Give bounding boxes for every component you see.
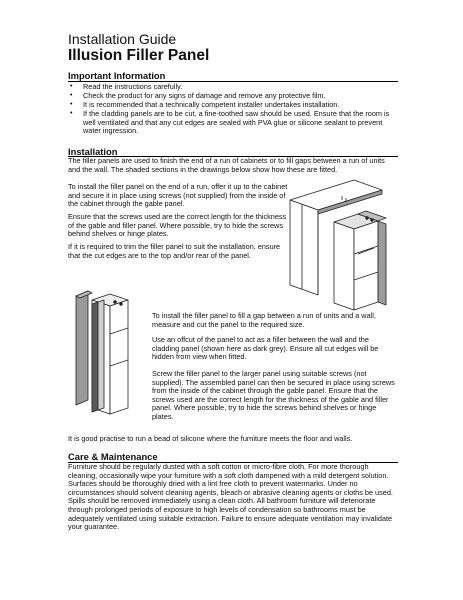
end-run-text-1: To install the filler panel on the end of a run, offer it up to the cabinet and secure it in place using screws (not supplied) from the inside of the cabinet through the gable panel.	[68, 182, 288, 209]
important-list	[68, 83, 398, 136]
care-text: Furniture should be regularly dusted with a soft cotton or micro-fibre cloth. For more thorough cleaning, occasionally wipe your furniture with a soft cloth dampened with a mild detergent solution. Surfaces should be thoroughly dried with a lint free cloth to prevent watermarks. Under no circumstances should solvent cleaning agents, bleach or abrasive cleaning agents or cloths be used. Spills should be removed immediately using a clean cloth. All bathroom furniture will deteriorate through prolonged periods of exposure to high levels of condensation so bathrooms must be adequately ventilated using suitable extraction. Failure to ensure adequate ventilation may invalidate your guarantee.	[68, 462, 393, 532]
document-subtitle: Installation Guide	[68, 31, 177, 47]
list-item: • If the cladding panels are to be cut, a fine-toothed saw should be used. Ensure that the room is well ventilated and that any cut edges are sealed with PVA glue or silicone sealant to prevent water ingression.	[68, 110, 398, 136]
gap-text-1: To install the filler panel to fill a gap between a run of units and a wall, measure and cut the panel to the required size.	[152, 311, 376, 329]
gap-text-2: Use an offcut of the panel to act as a filler between the wall and the cladding panel (shown here as dark grey). Ensure all cut edges will be hidden from view when fitted.	[152, 335, 379, 362]
important-heading: Important Information	[68, 70, 166, 81]
document-title: Illusion Filler Panel	[68, 47, 210, 64]
list-item: • Check the product for any signs of damage and remove any protective film.	[68, 92, 398, 101]
silicone-note: It is good practise to run a bead of silicone where the furniture meets the floor and walls.	[68, 434, 353, 443]
care-heading: Care & Maintenance	[68, 451, 158, 462]
end-run-cabinet-illustration	[282, 170, 402, 312]
end-run-text-2: Ensure that the screws used are the correct length for the thickness of the gable and filler panel. Where possible, try to hide the screws behind shelves or hinge plates.	[68, 212, 287, 239]
end-run-text-3: If it is required to trim the filler panel to suit the installation, ensure that the cut edges are to the top and/or rear of the panel.	[68, 242, 281, 260]
gap-filler-cabinet-illustration	[70, 290, 140, 416]
installation-intro: The filler panels are used to finish the end of a run of cabinets or to fill gaps between a run of units and the wall. The shaded sections in the drawings below show how these are fitted.	[68, 156, 385, 174]
list-item: • Read the instructions carefully.	[68, 83, 398, 92]
installation-heading: Installation	[68, 146, 118, 157]
gap-text-3: Screw the filler panel to the larger panel using suitable screws (not supplied). The assembled panel can then be secured in place using screws from the inside of the cabinet through the gable panel. Ensure that the screws used are the correct length for the thickness of the gable and filler panel. Where possible, try to hide the screws behind shelves or hinge plates.	[152, 369, 395, 421]
list-item: • It is recommended that a technically competent installer undertakes installation.	[68, 101, 398, 110]
